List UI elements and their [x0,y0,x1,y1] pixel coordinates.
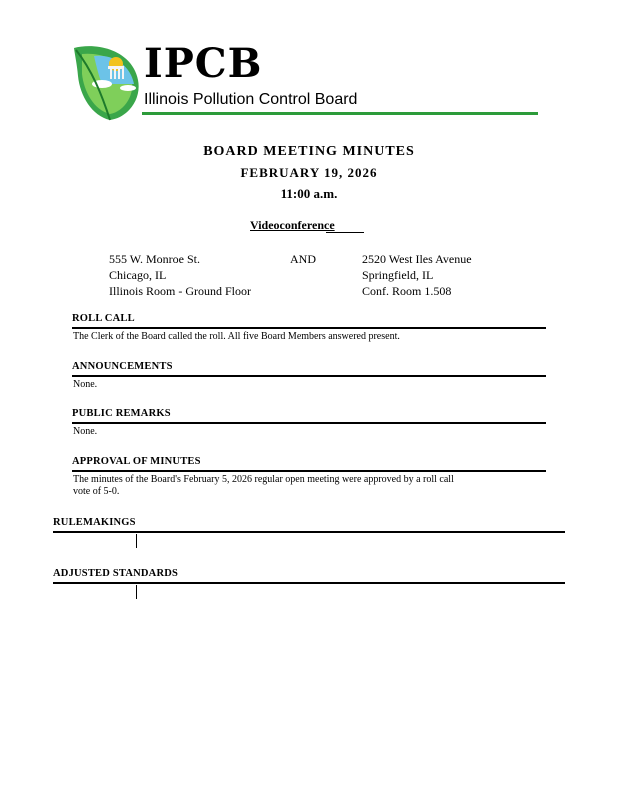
address-conjunction: AND [290,252,316,266]
public-remarks-text: None. [73,426,98,437]
announcements-text: None. [73,379,98,390]
table-column-divider [136,585,137,599]
section-heading-public-remarks: PUBLIC REMARKS [72,408,171,419]
section-rule [72,375,546,377]
meeting-mode: Videoconference [250,218,335,232]
section-rule [72,470,546,472]
section-heading-announcements: ANNOUNCEMENTS [72,361,173,372]
section-heading-adjusted-standards: ADJUSTED STANDARDS [53,568,179,579]
meeting-title: BOARD MEETING MINUTES [203,144,415,159]
approval-text-line: vote of 5-0. [73,486,120,497]
meeting-date: FEBRUARY 19, 2026 [240,165,378,180]
org-name: Illinois Pollution Control Board [144,91,358,108]
meeting-time: 11:00 a.m. [280,186,338,201]
section-heading-rulemakings: RULEMAKINGS [53,517,136,528]
approval-text-line: The minutes of the Board's February 5, 2026 regular open meeting were approved by a roll call [73,474,454,485]
address-line: 2520 West Iles Avenue [362,252,472,266]
section-heading-approval-of-minutes: APPROVAL OF MINUTES [72,456,201,467]
section-rule [53,531,565,533]
org-acronym: IPCB [144,40,263,87]
section-rule [72,422,546,424]
chicago-address [109,251,251,299]
springfield-address [362,251,472,299]
leaf-logo-icon [72,40,144,122]
address-line: Chicago, IL [109,268,167,282]
section-rule [72,327,546,329]
address-line: Illinois Room - Ground Floor [109,284,252,298]
meeting-mode-underline [326,232,364,233]
section-heading-roll-call: ROLL CALL [72,313,135,324]
address-line: Conf. Room 1.508 [362,284,452,298]
roll-call-text: The Clerk of the Board called the roll. All five Board Members answered present. [73,331,400,342]
table-column-divider [136,534,137,548]
address-line: 555 W. Monroe St. [109,252,201,266]
address-line: Springfield, IL [362,268,434,282]
section-rule [53,582,565,584]
header-rule [142,112,538,115]
header-logo [72,40,542,122]
approval-text [73,474,454,498]
